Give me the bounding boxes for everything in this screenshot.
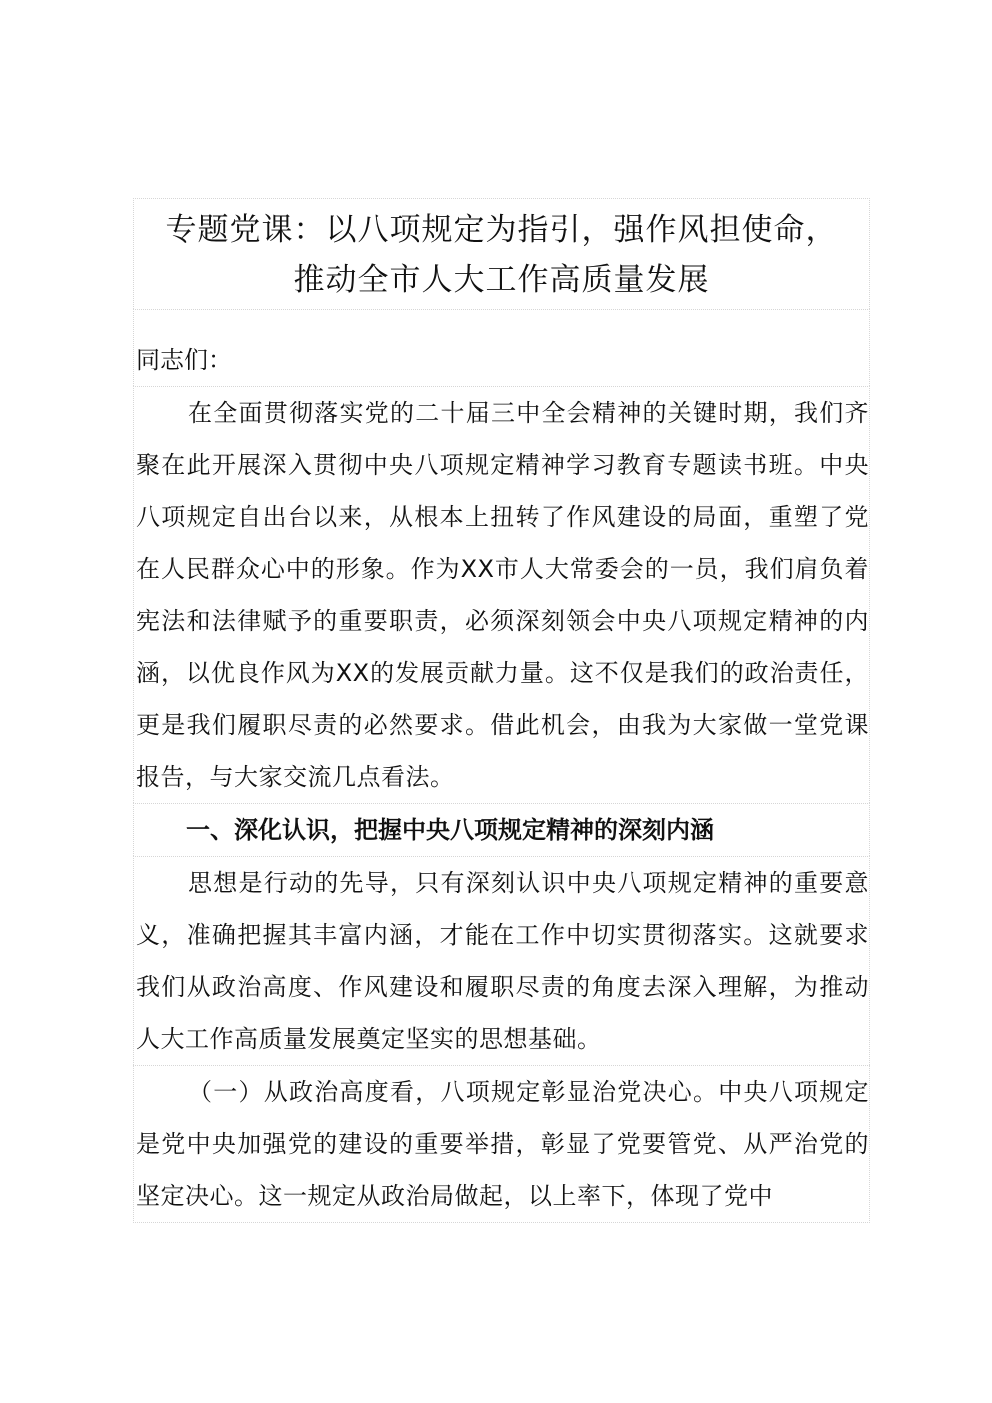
section-heading-1: 一、深化认识，把握中央八项规定精神的深刻内涵 <box>133 803 870 856</box>
document-title-line-2: 推动全市人大工作高质量发展 <box>293 262 710 298</box>
title-block <box>133 198 870 309</box>
salutation: 同志们： <box>133 309 870 386</box>
paragraph-intro: 在全面贯彻落实党的二十届三中全会精神的关键时期，我们齐聚在此开展深入贯彻中央八项规定精神学习教育专题读书班。中央八项规定自出台以来，从根本上扭转了作风建设的局面，重塑了党在人民群众心中的形象。作为XX市人大常委会的一员，我们肩负着宪法和法律赋予的重要职责，必须深刻领会中央八项规定精神的内涵，以优良作风为XX的发展贡献力量。这不仅是我们的政治责任，更是我们履职尽责的必然要求。借此机会，由我为大家做一堂党课报告，与大家交流几点看法。 <box>133 386 870 803</box>
document-page <box>133 198 870 1223</box>
paragraph-subsection-1: （一）从政治高度看，八项规定彰显治党决心。中央八项规定是党中央加强党的建设的重要举措，彰显了党要管党、从严治党的坚定决心。这一规定从政治局做起，以上率下，体现了党中 <box>133 1065 870 1223</box>
paragraph-section-1: 思想是行动的先导，只有深刻认识中央八项规定精神的重要意义，准确把握其丰富内涵，才能在工作中切实贯彻落实。这就要求我们从政治高度、作风建设和履职尽责的角度去深入理解，为推动人大工作高质量发展奠定坚实的思想基础。 <box>133 856 870 1065</box>
document-title-line-1: 专题党课：以八项规定为指引，强作风担使命， <box>165 212 838 248</box>
